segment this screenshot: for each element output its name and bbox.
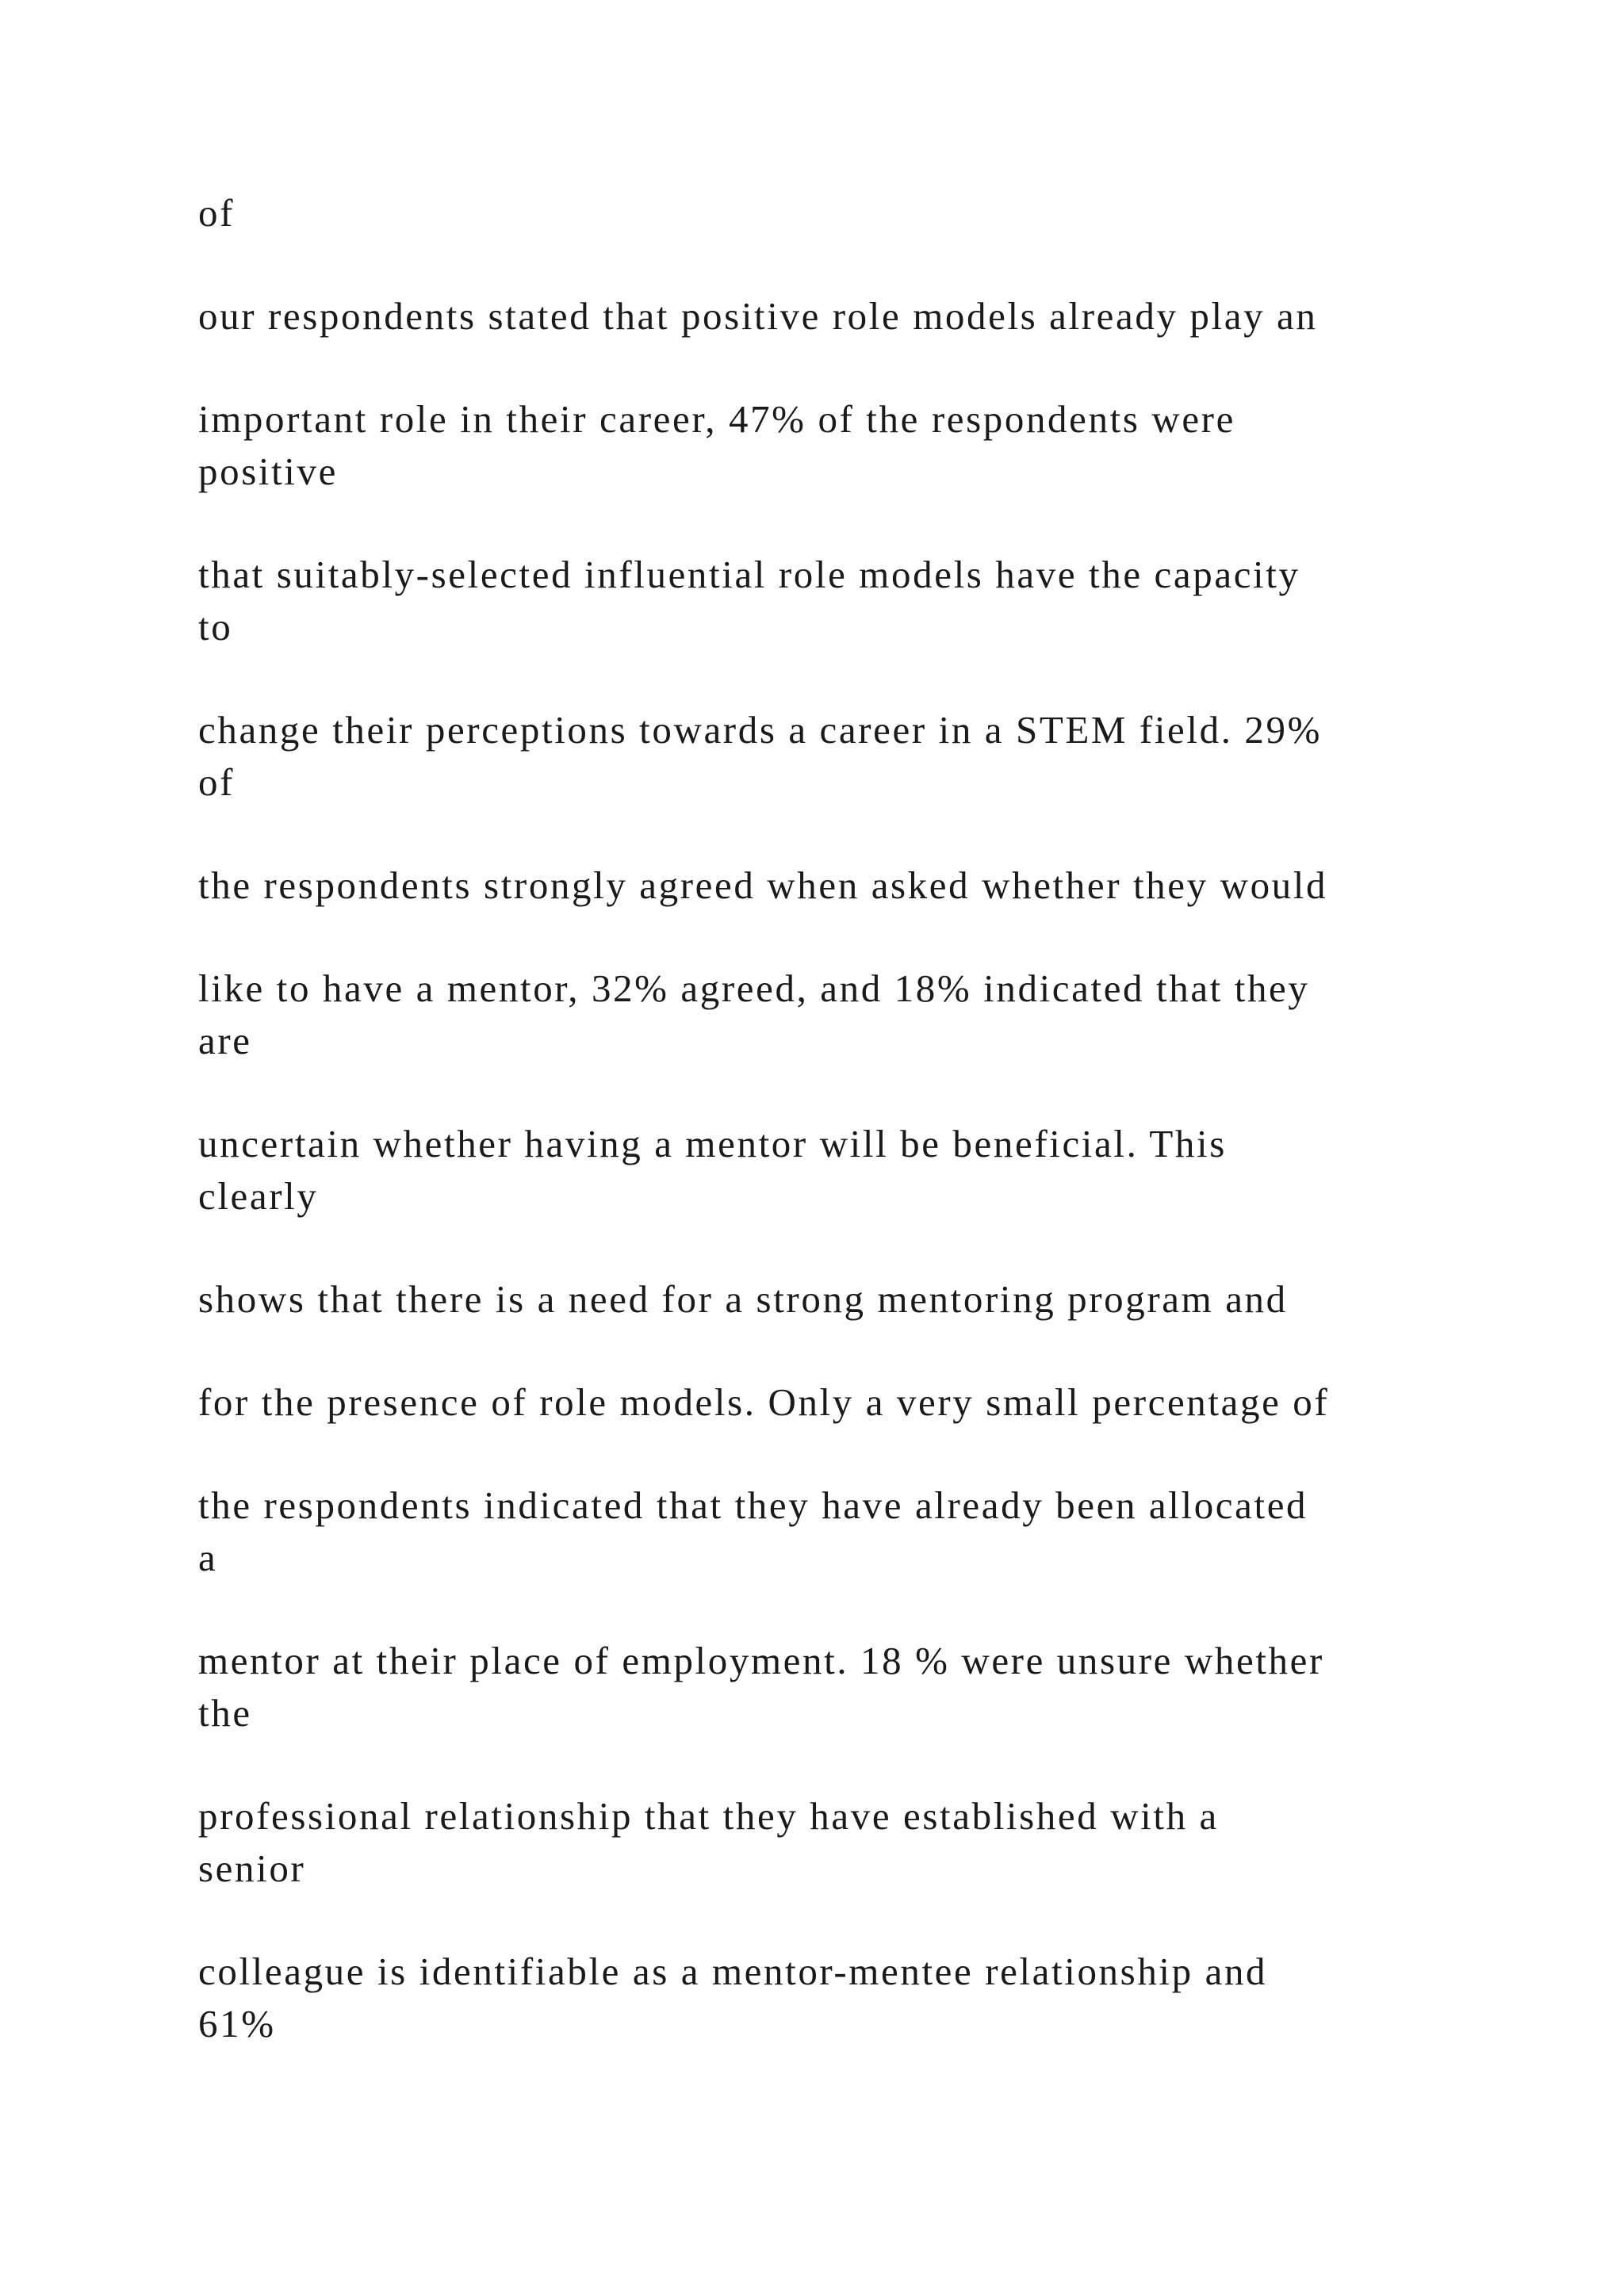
body-text xyxy=(198,187,1499,2101)
text-line: of xyxy=(198,191,236,235)
paragraph xyxy=(198,1118,1499,1223)
paragraph xyxy=(198,1479,1499,1584)
text-line: like to have a mentor, 32% agreed, and 18% indicated that they xyxy=(198,966,1310,1010)
text-line: the xyxy=(198,1691,252,1735)
text-line: our respondents stated that positive role models already play an xyxy=(198,294,1318,338)
text-line: senior xyxy=(198,1846,306,1890)
text-line: colleague is identifiable as a mentor-mentee relationship and xyxy=(198,1950,1268,1993)
text-line: important role in their career, 47% of the respondents were xyxy=(198,397,1235,441)
text-line: mentor at their place of employment. 18 % were unsure whether xyxy=(198,1639,1324,1682)
paragraph xyxy=(198,962,1499,1067)
paragraph xyxy=(198,704,1499,809)
text-line: a xyxy=(198,1536,218,1579)
text-line: clearly xyxy=(198,1174,319,1218)
paragraph xyxy=(198,1946,1499,2050)
text-line: 61% xyxy=(198,2002,276,2045)
paragraph xyxy=(198,1790,1499,1895)
text-line: change their perceptions towards a career in a STEM field. 29% xyxy=(198,708,1323,752)
paragraph xyxy=(198,1376,1499,1429)
text-line: the respondents indicated that they have already been allocated xyxy=(198,1483,1308,1527)
paragraph xyxy=(198,290,1499,342)
text-line: professional relationship that they have established with a xyxy=(198,1794,1219,1838)
paragraph xyxy=(198,1273,1499,1326)
text-line: uncertain whether having a mentor will be beneficial. This xyxy=(198,1122,1227,1165)
text-line: shows that there is a need for a strong mentoring program and xyxy=(198,1277,1288,1321)
text-line: the respondents strongly agreed when asked whether they would xyxy=(198,863,1328,907)
text-line: that suitably-selected influential role models have the capacity xyxy=(198,553,1300,596)
text-line: of xyxy=(198,760,236,804)
text-line: to xyxy=(198,605,233,649)
paragraph xyxy=(198,859,1499,912)
text-line: for the presence of role models. Only a very small percentage of xyxy=(198,1380,1330,1424)
text-line: positive xyxy=(198,450,338,493)
paragraph xyxy=(198,1635,1499,1739)
text-line: are xyxy=(198,1019,252,1062)
paragraph xyxy=(198,549,1499,653)
paragraph xyxy=(198,393,1499,498)
paragraph xyxy=(198,187,1499,239)
